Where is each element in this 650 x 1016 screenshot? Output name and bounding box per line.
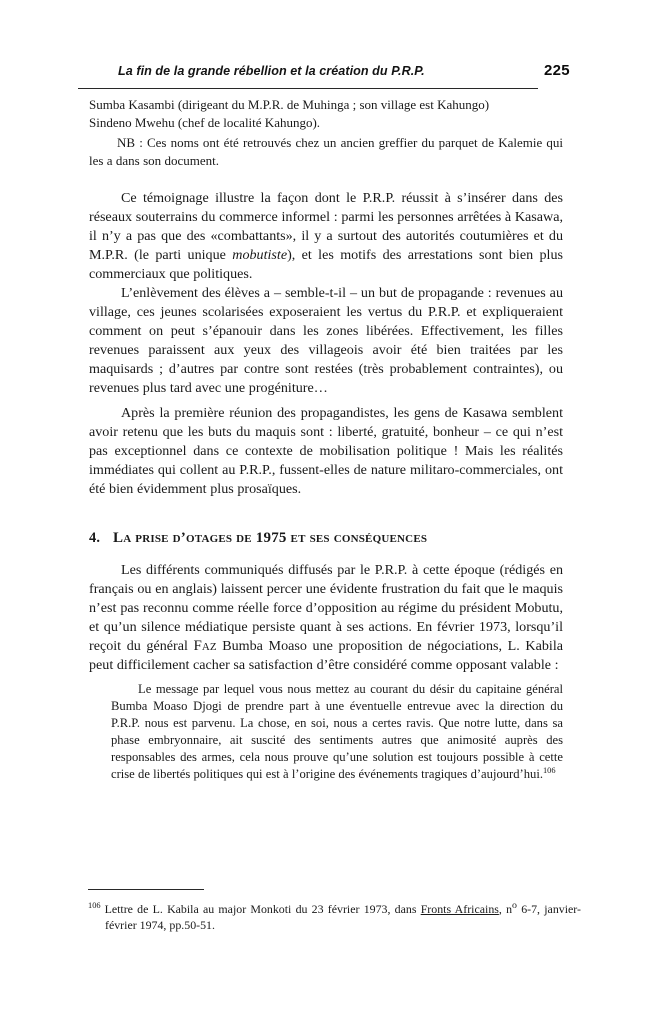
paragraph-1-text-a: Ce témoignage illustre la façon dont le P.R.P. réussit à s’insérer dans des réseaux souterrains du commerce informel : parmi les personnes arrêtées à Kasawa, il n’y a pas que des «combattants», il y a surtout des autorités coutumières et du M.P.R. (le parti unique — [89, 189, 563, 263]
section-number: 4. — [89, 529, 101, 546]
nb-note: NB : Ces noms ont été retrouvés chez un ancien greffier du parquet de Kalemie qui les a dans son document. — [89, 134, 563, 169]
block-quote — [111, 681, 563, 784]
names-block — [89, 96, 563, 133]
paragraph-4-smallcaps-faz: Faz — [193, 637, 217, 654]
section-title: La prise d’otages de 1975 et ses conséquences — [113, 529, 428, 546]
footnote-106 — [88, 898, 581, 934]
page-header — [78, 62, 580, 94]
block-quote-paragraph — [111, 681, 563, 784]
paragraph-4-text-a: Les différents communiqués diffusés par le P.R.P. à cette époque (rédigés en français ou en anglais) laissent percer une évidente frustration du fait que le maquis n’est pas reconnu comme réelle force d’opposition au régime du président Mobutu, et qu’un silence médiatique persiste quant à ses actions. En février 1973, lorsqu’il reçoit du général — [89, 561, 563, 654]
paragraph-1 — [89, 189, 563, 284]
name-line-2: Sindeno Mwehu (chef de localité Kahungo). — [89, 115, 321, 131]
paragraph-3: Après la première réunion des propagandistes, les gens de Kasawa semblent avoir retenu que les buts du maquis sont : liberté, gratuité, bonheur – ce qui n’est pas exceptionnel dans ce contexte de mobilisation politique ! Mais les réalités immédiates qui collent au P.R.P., fussent-elles de nature militaro-commerciales, ont été bien évidemment plus prosaïques. — [89, 404, 563, 497]
paragraph-4-text-b: Bumba Moaso une proposition de négociations, L. Kabila peut difficilement cacher sa satisfaction d’être considéré comme opposant valable : — [89, 637, 563, 673]
paragraph-4 — [89, 561, 563, 675]
footnote-text-c: 6-7, janvier-février 1974, pp.50-51. — [105, 901, 581, 933]
header-rule — [78, 88, 538, 89]
block-quote-text: Le message par lequel vous nous mettez au courant du désir du capitaine général Bumba Moaso Djogi de prendre part à une éventuelle entrevue avec la direction du P.R.P. nous est parvenu. La chose, en soi, nous a certes ravis. Que notre lutte, dans sa phase embryonnaire, ait suscité des sentiments autres que animosité auprès des responsables des armes, cela nous prouve qu’une solution est toujours possible à cette crise de libertés politiques qui est à l’origine des événements tragiques d’aujourd’hui. — [111, 681, 563, 782]
footnote-area — [88, 889, 581, 934]
section-heading — [89, 529, 563, 547]
footnote-journal-title: Fronts Africains — [420, 901, 499, 916]
footnote-ordinal-marker: o — [512, 900, 517, 911]
text-column — [89, 96, 563, 783]
footnote-reference-106[interactable]: 106 — [542, 765, 556, 775]
paragraph-2: L’enlèvement des élèves a – semble-t-il – un but de propagande : revenues au village, ces jeunes scolarisées exposeraient les vertus du P.R.P. et expliqueraient comment on peut s’épanouir dans les zones libérées. Effectivement, les filles revenues paraissent aux yeux des villageois avoir été bien traitées par les maquisards ; d’autres par contre sont restées (très probablement contraintes), ou revenues plus tard avec une progéniture… — [89, 284, 563, 396]
name-line-1: Sumba Kasambi (dirigeant du M.P.R. de Muhinga ; son village est Kahungo) — [89, 97, 490, 112]
footnote-separator-rule — [88, 889, 204, 890]
paragraph-1-text-b: ), et les motifs des arrestations sont bien plus commerciaux que politiques. — [89, 246, 563, 282]
page-number: 225 — [544, 62, 570, 79]
spacer — [89, 171, 563, 189]
footnote-number: 106 — [88, 901, 101, 910]
running-title: La fin de la grande rébellion et la création du P.R.P. — [118, 64, 425, 78]
paragraph-1-italic-mobutiste: mobutiste — [232, 246, 288, 263]
footnote-text-a: Lettre de L. Kabila au major Monkoti du 23 février 1973, dans — [104, 901, 421, 916]
footnote-text-b: , n — [498, 901, 513, 916]
